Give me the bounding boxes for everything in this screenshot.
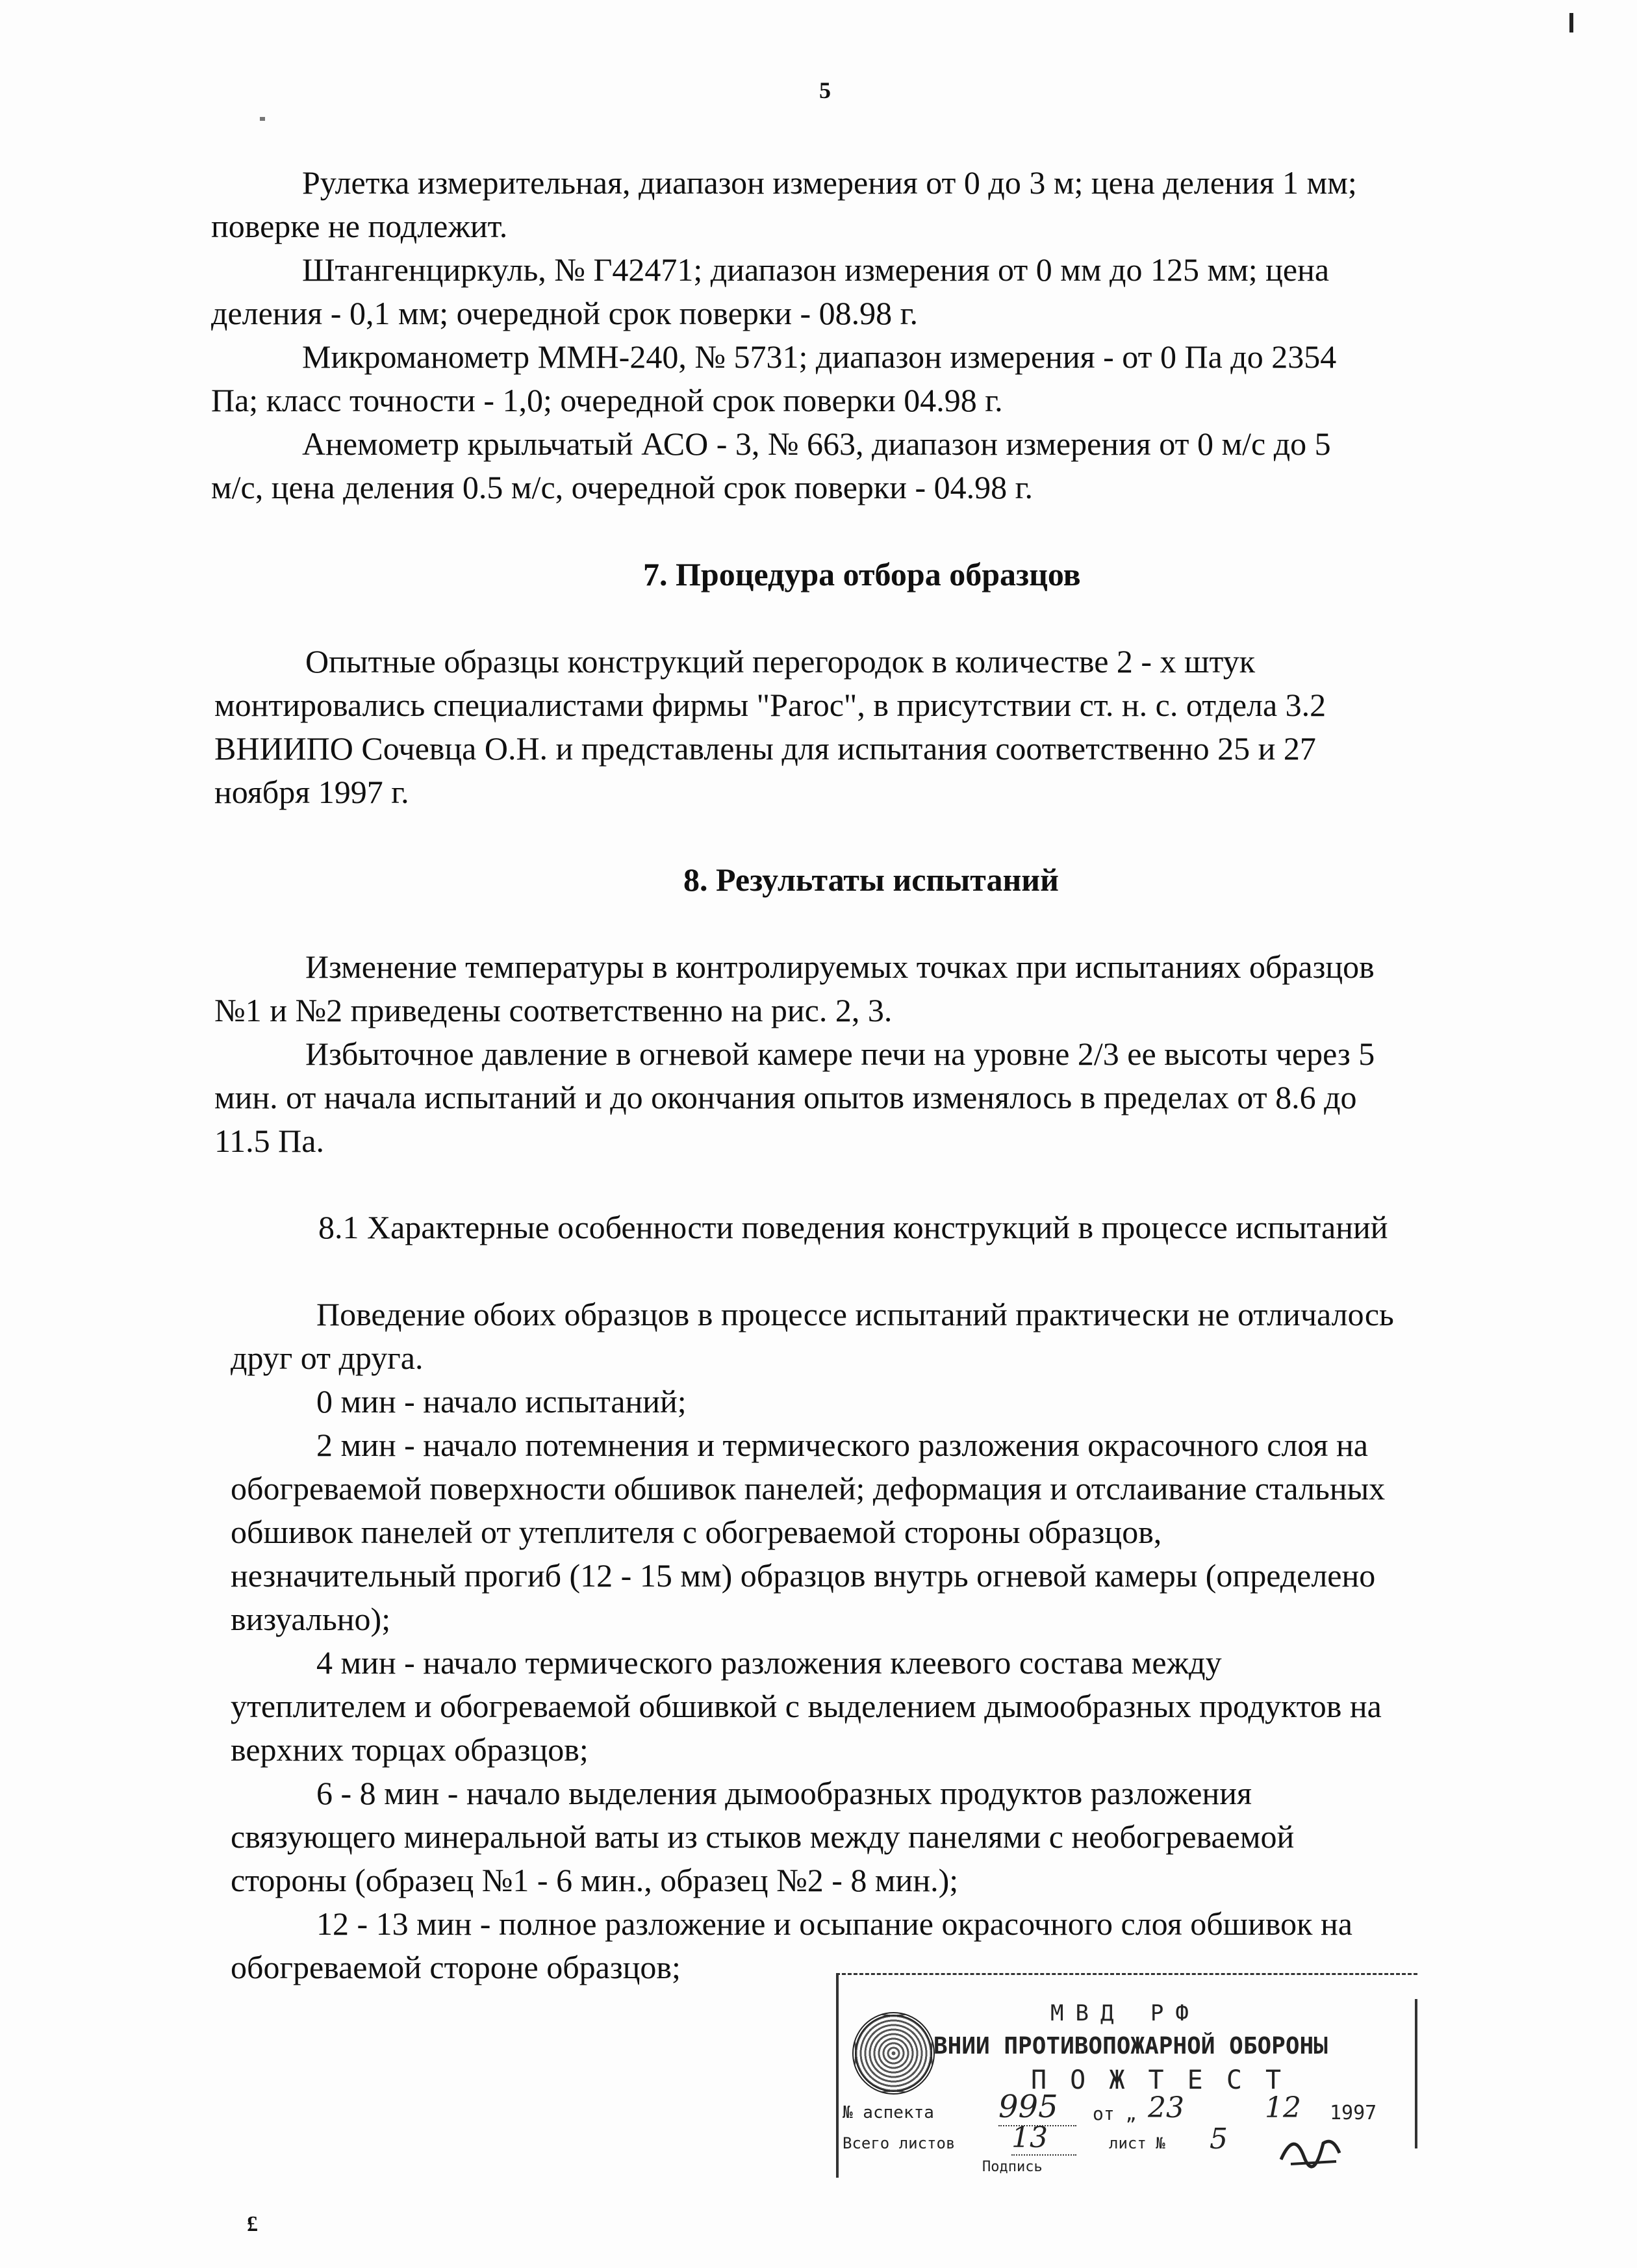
stamp-sheet-value: 5 [1210, 2122, 1228, 2156]
section-8-1-line: незначительный прогиб (12 - 15 мм) образцов внутрь огневой камеры (определено [231, 1557, 1376, 1594]
stamp-year: 1997 [1330, 2102, 1377, 2124]
section-8-1-line: 12 - 13 мин - полное разложение и осыпание окрасочного слоя обшивок на [316, 1905, 1352, 1942]
section-7-line: ВНИИПО Сочевца О.Н. и представлены для испытания соответственно 25 и 27 [214, 730, 1316, 767]
equipment-line: Анемометр крыльчатый АСО - 3, № 663, диапазон измерения от 0 м/с до 5 [302, 426, 1331, 462]
section-8-1-line: обогреваемой стороне образцов; [231, 1949, 681, 1985]
stamp-signature-label: Подпись [982, 2159, 1043, 2175]
stamp-border-right [1415, 1999, 1417, 2148]
section-7-line: Опытные образцы конструкций перегородок в количестве 2 - х штук [305, 643, 1256, 680]
equipment-line: Па; класс точности - 1,0; очередной срок поверки 04.98 г. [211, 382, 1003, 418]
section-8-1-line: друг от друга. [231, 1340, 424, 1376]
section-8-1-line: стороны (образец №1 - 6 мин., образец №2 - 8 мин.); [231, 1862, 959, 1898]
stamp-line-2: ВНИИ ПРОТИВОПОЖАРНОЙ ОБОРОНЫ [933, 2033, 1328, 2059]
stamp-sheets-label: Всего листов [843, 2134, 956, 2152]
section-8-body [214, 945, 1455, 1163]
section-8-1-line: 6 - 8 мин - начало выделения дымообразных продуктов разложения [316, 1775, 1252, 1811]
stamp-sheet-label: лист № [1109, 2134, 1165, 2152]
bottom-mark: £ [247, 2212, 258, 2236]
section-8-line: №1 и №2 приведены соответственно на рис. 2, 3. [214, 992, 893, 1028]
stamp-border-left [836, 1973, 839, 2178]
section-8-1-line: утеплителем и обогреваемой обшивкой с выделением дымообразных продуктов на [231, 1688, 1382, 1724]
seal-emblem-icon [852, 2012, 935, 2095]
stamp-day: 23 [1148, 2091, 1184, 2124]
section-8-1-body [231, 1293, 1458, 1989]
section-7-line: монтировались специалистами фирмы "Parоc", в присутствии ст. н. с. отдела 3.2 [214, 687, 1326, 723]
section-7-line: ноября 1997 г. [214, 774, 409, 810]
corner-mark [1569, 13, 1573, 32]
section-8-line: Избыточное давление в огневой камере печи на уровне 2/3 ее высоты через 5 [305, 1036, 1375, 1072]
stamp-date-prefix: от „ [1093, 2103, 1137, 2124]
section-8-line: 11.5 Па. [214, 1123, 324, 1159]
section-8-1-line: Поведение обоих образцов в процессе испытаний практически не отличалось [316, 1296, 1394, 1332]
section-8-1-line: обогреваемой поверхности обшивок панелей; деформация и отслаивание стальных [231, 1470, 1386, 1507]
section-8-1-line: обшивок панелей от утеплителя с обогреваемой стороны образцов, [231, 1514, 1162, 1550]
section-8-1-line: 2 мин - начало потемнения и термического разложения окрасочного слоя на [316, 1427, 1368, 1463]
registration-stamp [836, 1973, 1417, 2178]
stamp-sheets-value: 13 [1011, 2121, 1076, 2156]
equipment-line: Рулетка измерительная, диапазон измерения от 0 до 3 м; цена деления 1 мм; [302, 164, 1357, 201]
equipment-line: поверке не подлежит. [211, 208, 508, 244]
page-number: 5 [819, 77, 831, 103]
section-8-heading: 8. Результаты испытаний [683, 861, 1059, 898]
equipment-list [211, 161, 1452, 509]
section-8-1-line: верхних торцах образцов; [231, 1731, 589, 1768]
section-8-line: мин. от начала испытаний и до окончания опытов изменялось в пределах от 8.6 до [214, 1079, 1357, 1115]
section-8-1-line: связующего минеральной ваты из стыков между панелями с необогреваемой [231, 1818, 1295, 1855]
section-8-line: Изменение температуры в контролируемых точках при испытаниях образцов [305, 949, 1375, 985]
stamp-line-1: МВД РФ [1050, 2000, 1200, 2026]
stamp-month: 12 [1265, 2091, 1301, 2124]
equipment-line: Микроманометр ММН-240, № 5731; диапазон измерения - от 0 Па до 2354 [302, 338, 1337, 375]
section-8-1-line: 4 мин - начало термического разложения клеевого состава между [316, 1644, 1222, 1681]
section-8-1-heading: 8.1 Характерные особенности поведения конструкций в процессе испытаний [318, 1209, 1388, 1245]
equipment-line: Штангенциркуль, № Г42471; диапазон измерения от 0 мм до 125 мм; цена [302, 251, 1330, 288]
section-7-body [214, 640, 1455, 814]
equipment-line: м/с, цена деления 0.5 м/с, очередной срок поверки - 04.98 г. [211, 469, 1033, 505]
stamp-line-3: П О Ж Т Е С Т [1031, 2065, 1286, 2095]
stamp-border-top [836, 1973, 1417, 1975]
section-8-1-line: визуально); [231, 1601, 391, 1637]
scan-speck [260, 117, 265, 121]
section-8-1-line: 0 мин - начало испытаний; [316, 1383, 687, 1420]
stamp-aspect-value: 995 [998, 2089, 1076, 2126]
section-7-heading: 7. Процедура отбора образцов [643, 556, 1081, 592]
signature-icon [1278, 2124, 1343, 2169]
stamp-aspect-label: № аспекта [843, 2103, 934, 2122]
equipment-line: деления - 0,1 мм; очередной срок поверки - 08.98 г. [211, 295, 918, 331]
